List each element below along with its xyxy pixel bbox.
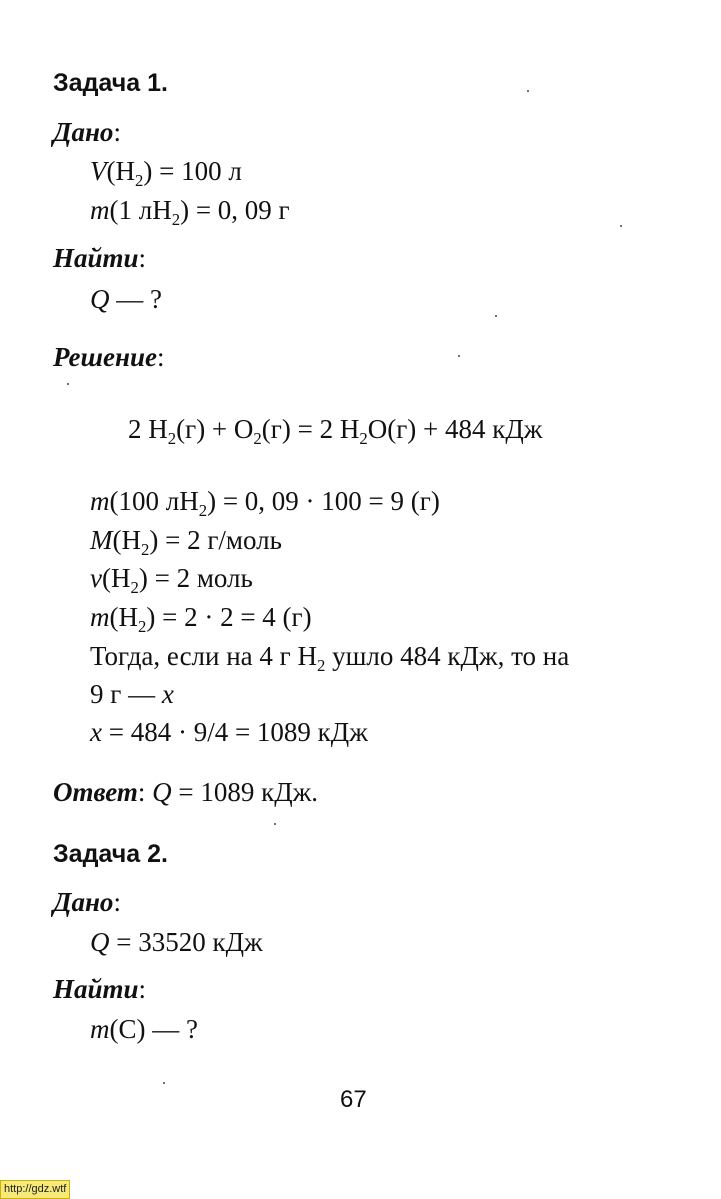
answer-label: Ответ [53,777,138,807]
solution-label: Решение [53,342,157,372]
task1-find-heading: Найти: [53,243,147,273]
step-moles: $\nu(H_2) = 2$ моль [90,563,253,597]
scan-speck [458,355,460,357]
task1-title: Задача 1. [53,69,168,97]
scan-speck [495,315,497,317]
given-label: Дано [53,887,114,917]
step-mass-h2: $m(H_2) = 2 \cdot 2 = 4$ (г) [90,602,312,636]
scan-speck [274,823,276,825]
task2-given-q: Q = 33520 кДж [90,927,263,957]
step-molar-mass: $M(H_2) = 2$ г/моль [90,525,282,559]
task2-given-heading: Дано: [53,887,121,917]
task2-find-heading: Найти: [53,974,147,1004]
step-proportion-x: 9 г — x [90,679,174,709]
find-label: Найти [53,243,139,273]
given-volume: $V(H_2) = 100$ л [90,156,242,190]
page-number: 67 [340,1086,367,1113]
step-result: x = 484 · 9/4 = 1089 кДж [90,717,368,747]
watermark-link[interactable]: http://gdz.wtf [0,1180,70,1199]
reaction-equation: 2 $H_2(г) + O_2(г) = 2$ $H_2O(г) + 484$ кДж [128,414,543,448]
task2-find-mass: m(C) — ? [90,1014,198,1044]
given-label: Дано [53,117,114,147]
step-mass-100l: m(100 $лH_2) = 0$, 09 · 100 = 9 (г) [90,486,440,520]
scan-speck [620,225,622,227]
task1-solution-heading: Решение: [53,342,165,372]
scan-speck [67,383,69,385]
step-proportion-text: Тогда, если на 4 г $H_2$ ушло 484 кДж, то на [90,641,570,675]
scan-speck [527,90,529,92]
find-q: Q — ? [90,284,162,314]
task2-title: Задача 2. [53,840,168,868]
scan-speck [163,1082,165,1084]
given-mass: m(1 $лH_2) = 0$, 09 г [90,195,290,229]
task1-answer: Ответ: Q = 1089 кДж. [53,777,319,807]
task1-given-heading: Дано: [53,117,121,147]
find-label: Найти [53,974,139,1004]
